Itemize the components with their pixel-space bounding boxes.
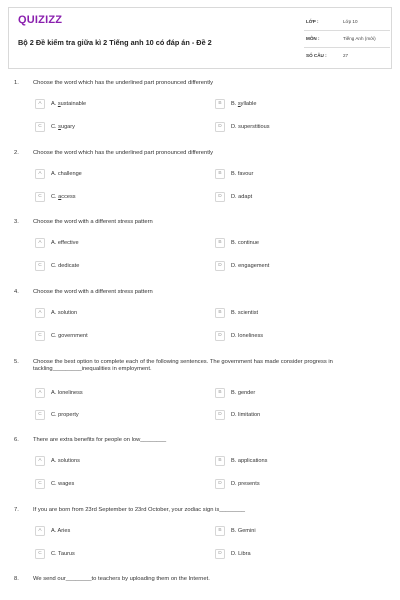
option-rest: effective	[57, 239, 79, 246]
question-text: Choose the word with a different stress pattern	[33, 289, 153, 295]
meta-label: SỐ CÂU :	[306, 53, 327, 58]
option-letter-box: D	[215, 261, 225, 271]
question-text: We send our________to teachers by uploading them on the Internet.	[33, 576, 210, 582]
meta-row-subject	[304, 31, 390, 48]
option-prefix: A.	[51, 527, 58, 534]
option-text	[231, 194, 252, 200]
option-letter-box: A	[35, 169, 45, 179]
option-letter-box: C	[35, 192, 45, 202]
option-letter-box: D	[215, 122, 225, 132]
option-rest: continue	[237, 239, 259, 246]
option-text	[51, 101, 86, 107]
option-prefix: C.	[51, 411, 59, 418]
option-prefix: D.	[231, 193, 239, 200]
option-rest: government	[58, 332, 88, 339]
option-letter-box: B	[215, 456, 225, 466]
option-prefix: C.	[51, 262, 59, 269]
option-letter-box: A	[35, 388, 45, 398]
option-prefix: A.	[51, 100, 58, 107]
option-text	[51, 194, 76, 200]
option-letter-box: C	[35, 122, 45, 132]
option-letter-box: B	[215, 238, 225, 248]
option-letter-box: A	[35, 238, 45, 248]
option-text	[51, 412, 79, 418]
option-text	[231, 171, 253, 177]
option-prefix: C.	[51, 332, 59, 339]
option-rest: favour	[237, 170, 254, 177]
option-prefix: C.	[51, 123, 59, 130]
option-letter-box: B	[215, 99, 225, 109]
option-letter-box: B	[215, 388, 225, 398]
option-rest: ccess	[61, 193, 76, 200]
option-letter-box: D	[215, 192, 225, 202]
option-rest: solutions	[57, 457, 80, 464]
option-text	[51, 263, 79, 269]
meta-value: Lớp 10	[343, 19, 358, 24]
option-underlined-part: s	[57, 100, 61, 107]
worksheet-header	[8, 7, 392, 69]
option-rest: challenge	[57, 170, 82, 177]
option-rest: property	[58, 411, 79, 418]
option-prefix: D.	[231, 332, 239, 339]
option-prefix: A.	[51, 170, 58, 177]
option-underlined-part: s	[58, 123, 61, 130]
option-letter-box: C	[35, 479, 45, 489]
option-rest: limitation	[238, 411, 261, 418]
option-prefix: B.	[231, 170, 238, 177]
option-rest: Aries	[57, 527, 71, 534]
meta-label: LỚP :	[306, 19, 319, 24]
option-text	[51, 333, 88, 339]
question-number: 2.	[14, 150, 19, 156]
option-rest: superstitious	[238, 123, 270, 130]
question-number: 6.	[14, 437, 19, 443]
question-text: Choose the word which has the underlined part pronounced differently	[33, 150, 214, 156]
option-prefix: D.	[231, 411, 239, 418]
option-rest: applications	[237, 457, 268, 464]
option-text	[51, 551, 75, 557]
option-text	[51, 240, 79, 246]
option-rest: wages	[58, 480, 75, 487]
question-number: 1.	[14, 80, 19, 86]
option-rest: Taurus	[58, 550, 75, 557]
meta-table	[304, 14, 390, 65]
option-letter-box: A	[35, 308, 45, 318]
option-letter-box: A	[35, 456, 45, 466]
option-letter-box: D	[215, 410, 225, 420]
option-prefix: D.	[231, 550, 239, 557]
option-letter-box: C	[35, 549, 45, 559]
document-title: Bộ 2 Đề kiểm tra giữa kì 2 Tiếng anh 10 có đáp án - Đề 2	[18, 38, 212, 47]
option-prefix: B.	[231, 527, 238, 534]
meta-row-count	[304, 48, 390, 65]
option-rest: yllable	[240, 100, 257, 107]
option-text	[231, 310, 258, 316]
option-text	[231, 101, 257, 107]
question-text: Choose the word which has the underlined part pronounced differently	[33, 80, 214, 86]
option-text	[51, 458, 80, 464]
option-prefix: B.	[231, 457, 238, 464]
option-rest: Libra	[238, 550, 251, 557]
quizizz-logo: QUIZIZZ	[18, 14, 63, 26]
option-prefix: B.	[231, 100, 238, 107]
option-prefix: B.	[231, 389, 238, 396]
meta-value: Tiếng Anh (mới)	[343, 36, 376, 41]
option-text	[231, 390, 255, 396]
option-rest: scientist	[237, 309, 259, 316]
question-text: There are extra benefits for people on low________	[33, 437, 167, 443]
question-number: 8.	[14, 576, 19, 582]
option-underlined-part: s	[237, 100, 241, 107]
option-prefix: A.	[51, 457, 58, 464]
option-prefix: D.	[231, 262, 239, 269]
option-prefix: C.	[51, 550, 59, 557]
question-text: Choose the word with a different stress pattern	[33, 219, 153, 225]
option-letter-box: C	[35, 331, 45, 341]
meta-label: MÔN :	[306, 36, 320, 41]
option-letter-box: C	[35, 410, 45, 420]
option-rest: ustainable	[60, 100, 87, 107]
option-letter-box: D	[215, 331, 225, 341]
option-text	[51, 390, 83, 396]
option-rest: dedicate	[58, 262, 80, 269]
question-number: 5.	[14, 359, 19, 365]
option-text	[231, 458, 267, 464]
option-text	[51, 481, 74, 487]
option-rest: gender	[237, 389, 256, 396]
option-letter-box: B	[215, 526, 225, 536]
question-number: 7.	[14, 507, 19, 513]
option-rest: engagement	[238, 262, 270, 269]
meta-row-class	[304, 14, 390, 31]
option-letter-box: A	[35, 526, 45, 536]
meta-value: 27	[343, 53, 349, 58]
option-rest: solution	[57, 309, 78, 316]
option-text	[51, 528, 70, 534]
option-prefix: A.	[51, 239, 58, 246]
option-letter-box: B	[215, 169, 225, 179]
option-text	[231, 481, 260, 487]
option-text	[231, 240, 259, 246]
option-letter-box: A	[35, 99, 45, 109]
option-rest: ugary	[60, 123, 75, 130]
option-text	[231, 124, 270, 130]
option-text	[51, 171, 82, 177]
option-rest: Gemini	[237, 527, 256, 534]
option-text	[231, 412, 260, 418]
option-underlined-part: a	[58, 193, 62, 200]
question-number: 3.	[14, 219, 19, 225]
option-letter-box: C	[35, 261, 45, 271]
option-rest: loneliness	[238, 332, 264, 339]
question-text: If you are born from 23rd September to 23rd October, your zodiac sign is________	[33, 507, 246, 513]
option-prefix: C.	[51, 193, 59, 200]
option-prefix: A.	[51, 309, 58, 316]
option-prefix: A.	[51, 389, 58, 396]
option-text	[51, 310, 77, 316]
option-rest: presents	[238, 480, 260, 487]
option-text	[231, 263, 269, 269]
option-rest: adapt	[238, 193, 253, 200]
option-prefix: D.	[231, 480, 239, 487]
option-prefix: C.	[51, 480, 59, 487]
option-prefix: B.	[231, 309, 238, 316]
option-letter-box: B	[215, 308, 225, 318]
option-letter-box: D	[215, 549, 225, 559]
option-prefix: B.	[231, 239, 238, 246]
option-prefix: D.	[231, 123, 239, 130]
option-rest: loneliness	[57, 389, 83, 396]
option-text	[231, 528, 256, 534]
option-text	[231, 333, 263, 339]
option-text	[231, 551, 251, 557]
option-text	[51, 124, 75, 130]
question-number: 4.	[14, 289, 19, 295]
option-letter-box: D	[215, 479, 225, 489]
question-text: Choose the best option to complete each of the following sentences. The government has made consider progress in tackling_________inequalities in employment.	[33, 359, 333, 373]
